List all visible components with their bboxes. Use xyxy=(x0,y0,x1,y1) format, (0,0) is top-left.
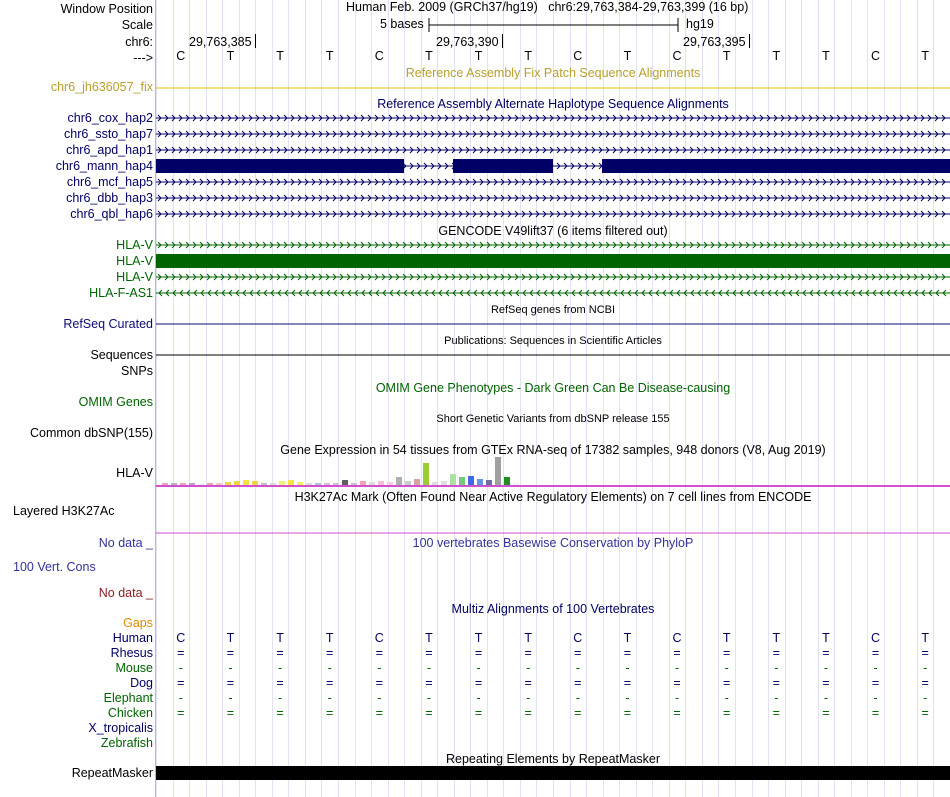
gtex-tissue-bar xyxy=(261,483,267,485)
position-readout: chr6:29,763,384-29,763,399 (16 bp) xyxy=(548,0,749,14)
alt-haplo-features[interactable] xyxy=(156,110,950,222)
base-letter: T xyxy=(772,49,781,63)
dog-align-mark: = xyxy=(326,676,334,690)
rhesus-align-mark: = xyxy=(723,646,731,660)
omim-track-label[interactable]: OMIM Genes xyxy=(78,395,153,409)
human-base: T xyxy=(722,631,731,645)
strand-arrow-label: ---> xyxy=(133,51,153,65)
gtex-tissue-bar xyxy=(504,477,510,485)
species-label-dog[interactable]: Dog xyxy=(130,676,153,690)
gtex-tissue-bar xyxy=(423,463,429,485)
fix-patch-track-label[interactable]: chr6_jh636057_fix xyxy=(50,80,153,94)
h3k27ac-track-title: H3K27Ac Mark (Often Found Near Active Regulatory Elements) on 7 cell lines from ENCODE xyxy=(294,490,812,504)
gtex-tissue-bar xyxy=(198,484,204,485)
elephant-align-mark: - xyxy=(674,691,680,705)
human-base: T xyxy=(772,631,781,645)
scale-label: Scale xyxy=(121,18,153,32)
base-letter: T xyxy=(524,49,532,63)
elephant-align-mark: - xyxy=(724,691,729,705)
dbsnp-track-title: Short Genetic Variants from dbSNP release 155 xyxy=(436,413,670,425)
gtex-tissue-bar xyxy=(468,476,474,485)
base-letter: T xyxy=(425,49,433,63)
elephant-align-mark: - xyxy=(377,691,382,705)
human-base: T xyxy=(276,631,284,645)
dog-align-mark: = xyxy=(226,676,235,690)
gtex-tissue-bar xyxy=(495,457,501,485)
gencode-row-label[interactable]: HLA-V xyxy=(116,254,153,268)
mouse-align-mark: - xyxy=(277,661,283,675)
mouse-align-mark: - xyxy=(724,661,729,675)
alt-haplo-row-label[interactable]: chr6_apd_hap1 xyxy=(66,143,153,157)
gtex-tissue-bar xyxy=(288,480,294,485)
alt-haplo-row-label[interactable]: chr6_mcf_hap5 xyxy=(66,175,153,189)
dog-align-mark: = xyxy=(276,676,284,690)
human-base: T xyxy=(226,631,235,645)
snps-track-label[interactable]: SNPs xyxy=(121,364,153,378)
rhesus-align-mark: = xyxy=(822,646,830,660)
alt-haplo-row-label[interactable]: chr6_ssto_hap7 xyxy=(64,127,153,141)
alt-haplo-row-label[interactable]: chr6_dbb_hap3 xyxy=(66,191,153,205)
gtex-tissue-bar xyxy=(306,483,312,485)
gtex-tissue-bar xyxy=(378,481,384,485)
mouse-align-mark: - xyxy=(426,661,432,675)
rhesus-align-mark: = xyxy=(673,646,681,660)
refseq-track-title: RefSeq genes from NCBI xyxy=(490,304,616,316)
gtex-tissue-bar xyxy=(324,483,330,485)
ruler-tick-label: 29,763,395 xyxy=(683,35,746,49)
omim-track-title: OMIM Gene Phenotypes - Dark Green Can Be Disease-causing xyxy=(375,381,731,395)
repeatmasker-track-label[interactable]: RepeatMasker xyxy=(71,766,153,780)
chicken-align-mark: = xyxy=(276,706,284,720)
h3k27ac-track-label[interactable]: Layered H3K27Ac xyxy=(13,504,115,518)
rhesus-align-mark: = xyxy=(921,646,929,660)
elephant-align-mark: - xyxy=(625,691,630,705)
chicken-align-mark: = xyxy=(623,706,632,720)
elephant-align-mark: - xyxy=(774,691,779,705)
human-base: T xyxy=(524,631,532,645)
multiz-gaps-label[interactable]: Gaps xyxy=(123,616,153,630)
human-base: C xyxy=(176,631,186,645)
human-base: C xyxy=(871,631,881,645)
dog-align-mark: = xyxy=(177,676,185,690)
h3k27ac-nodata-label: No data _ xyxy=(98,536,153,550)
gtex-tissue-bar xyxy=(180,483,186,485)
species-label-human[interactable]: Human xyxy=(112,631,153,645)
gtex-tissue-bar xyxy=(486,480,492,485)
track-display-area[interactable] xyxy=(156,0,950,797)
species-label-rhesus[interactable]: Rhesus xyxy=(110,646,153,660)
gtex-tissue-bar xyxy=(441,481,447,485)
rhesus-align-mark: = xyxy=(871,646,880,660)
chicken-align-mark: = xyxy=(822,706,830,720)
mouse-align-mark: - xyxy=(228,661,233,675)
dog-align-mark: = xyxy=(524,676,532,690)
base-letter: T xyxy=(226,49,235,63)
elephant-align-mark: - xyxy=(327,691,332,705)
dog-align-mark: = xyxy=(623,676,632,690)
scale-bar xyxy=(156,17,950,33)
rhesus-align-mark: = xyxy=(177,646,185,660)
base-letter: C xyxy=(672,49,682,63)
gtex-tissue-bar xyxy=(396,477,402,485)
elephant-align-mark: - xyxy=(426,691,432,705)
base-letter: T xyxy=(722,49,731,63)
dbsnp-track-label[interactable]: Common dbSNP(155) xyxy=(30,426,153,440)
gtex-tissue-bar xyxy=(297,482,303,485)
gencode-row-label[interactable]: HLA-F-AS1 xyxy=(89,286,153,300)
rhesus-align-mark: = xyxy=(574,646,582,660)
refseq-line xyxy=(156,323,950,325)
hla-v-exon xyxy=(156,254,950,268)
elephant-align-mark: - xyxy=(873,691,878,705)
gtex-bars[interactable] xyxy=(156,456,950,490)
gencode-row-label[interactable]: HLA-V xyxy=(116,270,153,284)
gencode-row-label[interactable]: HLA-V xyxy=(116,238,153,252)
dog-align-mark: = xyxy=(425,676,433,690)
human-base: C xyxy=(672,631,682,645)
gtex-tissue-bar xyxy=(360,481,366,485)
gtex-tissue-bar xyxy=(279,481,285,485)
gtex-tissue-bar xyxy=(243,480,249,485)
rhesus-align-mark: = xyxy=(375,646,383,660)
ruler-ticks xyxy=(156,34,950,48)
multiz-human-row xyxy=(156,631,950,646)
gtex-tissue-bar xyxy=(234,481,240,485)
species-label-xtropicalis[interactable]: X_tropicalis xyxy=(88,721,153,735)
alt-haplo-row-label[interactable]: chr6_mann_hap4 xyxy=(55,159,153,173)
multiz-rhesus-row xyxy=(156,646,950,661)
human-base: C xyxy=(573,631,583,645)
chrom-label: chr6: xyxy=(125,35,153,49)
elephant-align-mark: - xyxy=(575,691,580,705)
gtex-tissue-bar xyxy=(342,480,348,485)
gtex-track-title: Gene Expression in 54 tissues from GTEx RNA-seq of 17382 samples, 948 donors (V8, Aug 2019) xyxy=(280,443,826,457)
base-letter: T xyxy=(276,49,284,63)
dog-align-mark: = xyxy=(723,676,731,690)
base-letter: C xyxy=(374,49,384,63)
chicken-align-mark: = xyxy=(177,706,185,720)
chicken-align-mark: = xyxy=(375,706,383,720)
dog-align-mark: = xyxy=(474,676,483,690)
chicken-align-mark: = xyxy=(524,706,532,720)
mouse-align-mark: - xyxy=(674,661,680,675)
species-label-chicken[interactable]: Chicken xyxy=(107,706,153,720)
ruler-tick-label: 29,763,385 xyxy=(189,35,252,49)
mouse-align-mark: - xyxy=(823,661,829,675)
human-base: T xyxy=(474,631,483,645)
dog-align-mark: = xyxy=(574,676,582,690)
chicken-align-mark: = xyxy=(425,706,433,720)
publications-track-title: Publications: Sequences in Scientific Articles xyxy=(444,335,662,347)
elephant-align-mark: - xyxy=(526,691,531,705)
alt-haplo-row-label[interactable]: chr6_cox_hap2 xyxy=(67,111,153,125)
publications-track-label[interactable]: Sequences xyxy=(90,348,153,362)
phylop-nodata-label: No data _ xyxy=(98,586,153,600)
gtex-tissue-bar xyxy=(207,483,213,485)
gtex-tissue-bar xyxy=(477,479,483,485)
scale-bar-text: 5 bases xyxy=(380,17,424,31)
multiz-elephant-row xyxy=(156,691,950,706)
mouse-align-mark: - xyxy=(774,661,779,675)
rhesus-align-mark: = xyxy=(623,646,632,660)
chicken-align-mark: = xyxy=(226,706,235,720)
dog-align-mark: = xyxy=(871,676,880,690)
mouse-align-mark: - xyxy=(476,661,481,675)
human-base: T xyxy=(921,631,929,645)
human-base: C xyxy=(374,631,384,645)
base-letter: T xyxy=(921,49,929,63)
alt-haplo-row-label[interactable]: chr6_qbl_hap6 xyxy=(70,207,153,221)
rhesus-align-mark: = xyxy=(524,646,532,660)
gtex-tissue-bar xyxy=(252,481,258,485)
mouse-align-mark: - xyxy=(526,661,531,675)
mouse-align-mark: - xyxy=(327,661,332,675)
mann-hap4-block xyxy=(156,159,404,173)
gencode-features[interactable] xyxy=(156,237,950,301)
dog-align-mark: = xyxy=(673,676,681,690)
species-label-zebrafish[interactable]: Zebrafish xyxy=(100,736,153,750)
base-sequence-row xyxy=(156,49,950,64)
gencode-track-title: GENCODE V49lift37 (6 items filtered out) xyxy=(438,224,668,238)
scale-bar-assembly: hg19 xyxy=(686,17,714,31)
mouse-align-mark: - xyxy=(625,661,630,675)
h3k27ac-line xyxy=(156,532,950,534)
gtex-tissue-bar xyxy=(333,483,339,485)
ruler-tick-label: 29,763,390 xyxy=(436,35,499,49)
chicken-align-mark: = xyxy=(474,706,483,720)
gtex-tissue-bar xyxy=(171,483,177,485)
human-base: T xyxy=(623,631,632,645)
chicken-align-mark: = xyxy=(673,706,681,720)
human-base: T xyxy=(425,631,433,645)
mouse-align-mark: - xyxy=(178,661,183,675)
gtex-tissue-bar xyxy=(513,483,519,485)
dog-align-mark: = xyxy=(822,676,830,690)
mann-hap4-block xyxy=(453,159,553,173)
base-letter: T xyxy=(325,49,334,63)
chicken-align-mark: = xyxy=(723,706,731,720)
human-base: T xyxy=(325,631,334,645)
multiz-track-title: Multiz Alignments of 100 Vertebrates xyxy=(451,602,655,616)
elephant-align-mark: - xyxy=(228,691,233,705)
repeatmasker-track-title: Repeating Elements by RepeatMasker xyxy=(445,752,660,766)
chicken-align-mark: = xyxy=(921,706,929,720)
elephant-align-mark: - xyxy=(923,691,928,705)
gtex-tissue-bar xyxy=(405,481,411,485)
phylop-track-label[interactable]: 100 Vert. Cons xyxy=(13,560,96,574)
species-label-elephant[interactable]: Elephant xyxy=(103,691,153,705)
gtex-tissue-bar xyxy=(225,482,231,485)
gtex-tissue-bar xyxy=(459,477,465,485)
mouse-align-mark: - xyxy=(377,661,382,675)
gtex-tissue-bar xyxy=(162,483,168,485)
chicken-align-mark: = xyxy=(574,706,582,720)
gtex-tissue-bar xyxy=(414,479,420,485)
window-position-label: Window Position xyxy=(60,2,153,16)
base-letter: T xyxy=(822,49,830,63)
mouse-align-mark: - xyxy=(923,661,928,675)
dog-align-mark: = xyxy=(772,676,780,690)
gtex-tissue-bar xyxy=(450,474,456,485)
chicken-align-mark: = xyxy=(326,706,334,720)
rhesus-align-mark: = xyxy=(772,646,780,660)
base-letter: T xyxy=(474,49,483,63)
chicken-align-mark: = xyxy=(772,706,780,720)
elephant-align-mark: - xyxy=(476,691,481,705)
dog-align-mark: = xyxy=(921,676,929,690)
phylop-track-title: 100 vertebrates Basewise Conservation by PhyloP xyxy=(412,536,694,550)
mouse-align-mark: - xyxy=(575,661,580,675)
gtex-tissue-bar xyxy=(387,482,393,485)
elephant-align-mark: - xyxy=(823,691,829,705)
assembly-name: Human Feb. 2009 (GRCh37/hg19) xyxy=(346,0,538,14)
refseq-track-label[interactable]: RefSeq Curated xyxy=(63,317,153,331)
rhesus-align-mark: = xyxy=(326,646,334,660)
rhesus-align-mark: = xyxy=(425,646,433,660)
base-letter: C xyxy=(871,49,881,63)
gtex-tissue-bar xyxy=(351,483,357,485)
gtex-track-label[interactable]: HLA-V xyxy=(116,466,153,480)
fix-patch-track-title: Reference Assembly Fix Patch Sequence Alignments xyxy=(405,66,701,80)
elephant-align-mark: - xyxy=(178,691,183,705)
rhesus-align-mark: = xyxy=(226,646,235,660)
species-label-mouse[interactable]: Mouse xyxy=(115,661,153,675)
mouse-align-mark: - xyxy=(873,661,878,675)
alt-haplo-track-title: Reference Assembly Alternate Haplotype Sequence Alignments xyxy=(377,97,729,111)
assembly-title xyxy=(346,0,748,15)
multiz-dog-row xyxy=(156,676,950,691)
rhesus-align-mark: = xyxy=(276,646,284,660)
multiz-chicken-row xyxy=(156,706,950,721)
base-letter: C xyxy=(573,49,583,63)
fix-patch-line xyxy=(156,87,950,89)
repeatmasker-block[interactable] xyxy=(156,766,950,781)
base-letter: C xyxy=(176,49,186,63)
elephant-align-mark: - xyxy=(277,691,283,705)
gtex-tissue-bar xyxy=(432,482,438,485)
multiz-mouse-row xyxy=(156,661,950,676)
publications-line xyxy=(156,354,950,356)
gtex-tissue-bar xyxy=(270,483,276,485)
mann-hap4-block xyxy=(602,159,950,173)
chicken-align-mark: = xyxy=(871,706,880,720)
base-letter: T xyxy=(623,49,632,63)
gtex-tissue-bar xyxy=(216,483,222,485)
gtex-tissue-bar xyxy=(189,483,195,485)
human-base: T xyxy=(822,631,830,645)
gtex-tissue-bar xyxy=(369,482,375,485)
rhesus-align-mark: = xyxy=(474,646,483,660)
dog-align-mark: = xyxy=(375,676,383,690)
gtex-tissue-bar xyxy=(315,483,321,485)
